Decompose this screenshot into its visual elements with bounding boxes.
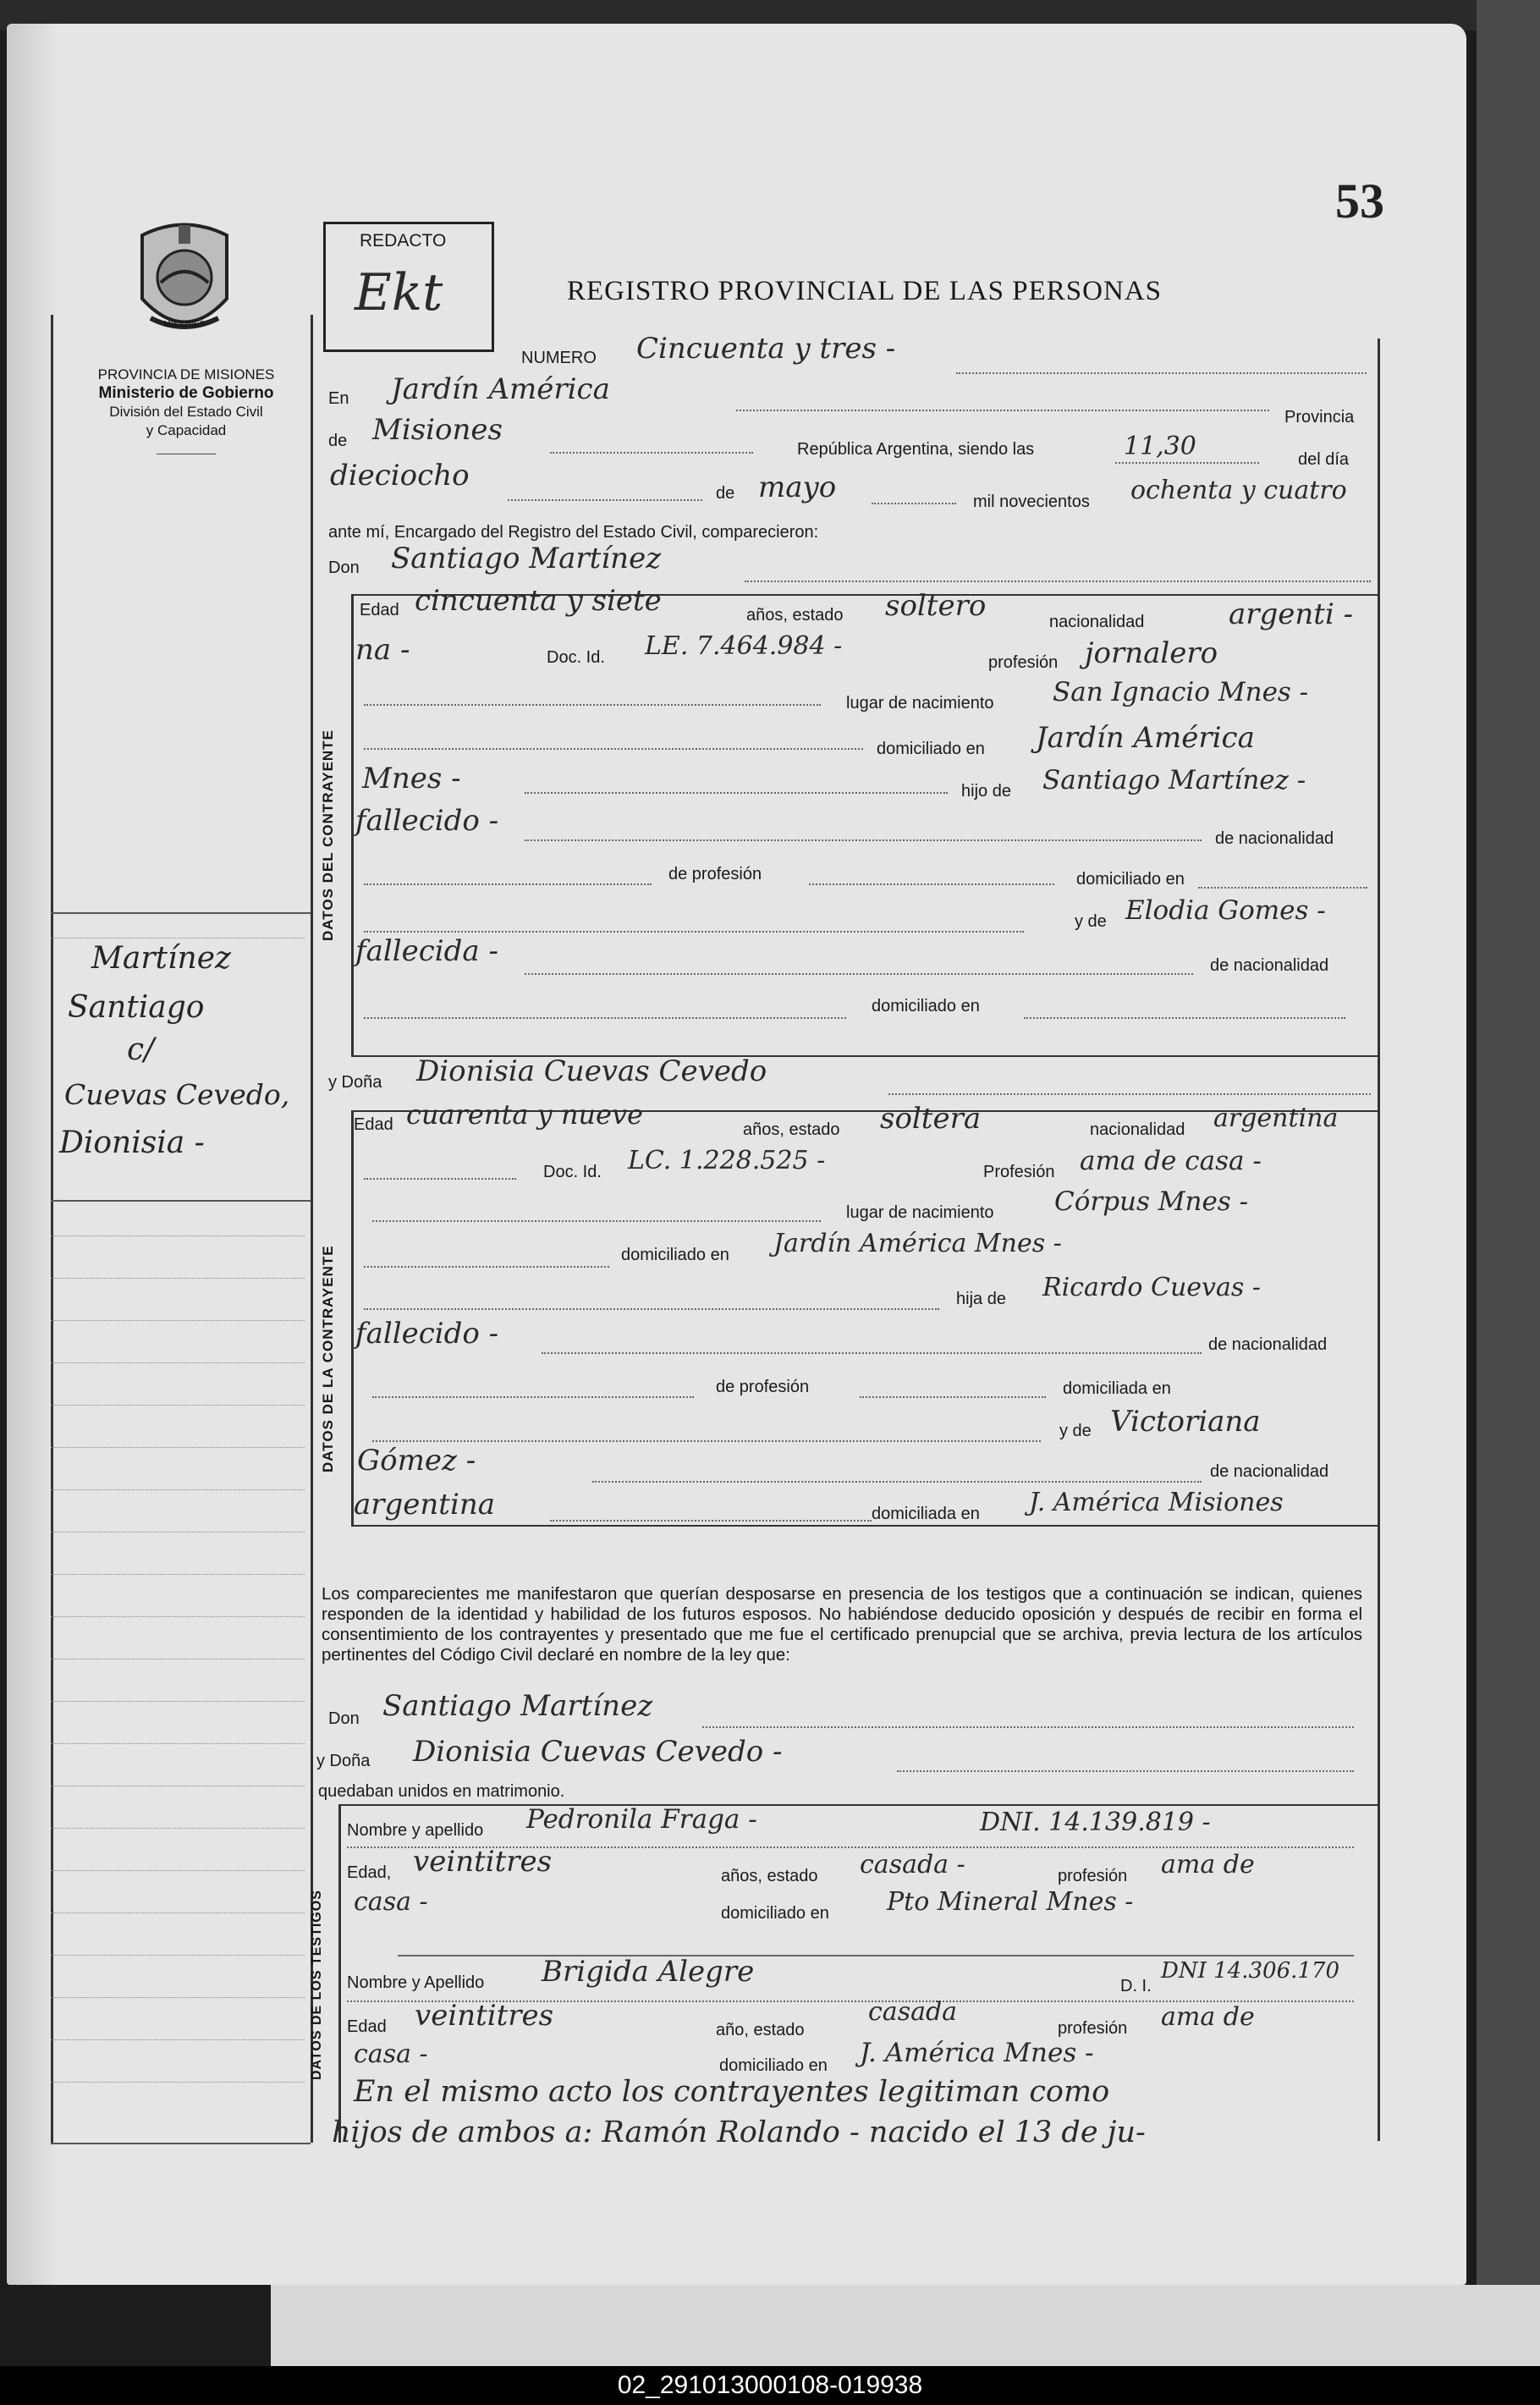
margin-note-line: Dionisia - [59, 1125, 205, 1160]
ruled-line [51, 1701, 305, 1702]
lugar-label: lugar de nacimiento [846, 694, 994, 713]
dotline [809, 883, 1054, 885]
contrayente-padre-estado: fallecido - [355, 804, 499, 838]
dotline [364, 704, 821, 706]
contrayenta-name: Dionisia Cuevas Cevedo [416, 1054, 767, 1088]
domiciliado-label-2: domiciliado en [621, 1246, 729, 1264]
republica-label: República Argentina, siendo las [797, 440, 1035, 459]
edad-label: Edad [360, 601, 399, 619]
t2-nombre-label: Nombre y Apellido [347, 1973, 485, 1992]
testigos-box-top [338, 1804, 1378, 1806]
contrayenta-madre-1: Victoriana [1110, 1405, 1261, 1439]
left-margin-line [51, 315, 53, 2143]
ruled-line [51, 1997, 305, 1998]
dotline [525, 839, 1202, 841]
contrayente-box-left [351, 594, 354, 1055]
contrayente-name: Santiago Martínez [391, 542, 662, 575]
hijo-label: hijo de [961, 782, 1011, 801]
t1-edad: veintitres [413, 1845, 553, 1879]
t1-profesion-1: ama de [1161, 1850, 1255, 1879]
contrayente-domicilio-2: Mnes - [362, 762, 461, 795]
contrayenta-doc: LC. 1.228.525 - [628, 1146, 826, 1175]
ruled-line [51, 1743, 305, 1744]
dotline [372, 1396, 694, 1398]
scan-background-right [1477, 0, 1540, 2405]
provincia-label: Provincia [1284, 408, 1355, 427]
column-divider-line [311, 315, 313, 2143]
de-profesion-label-2: de profesión [716, 1378, 810, 1396]
ruled-line [51, 1912, 305, 1913]
dotline [542, 1352, 1202, 1354]
ante-text: ante mí, Encargado del Registro del Estado Civil, comparecieron: [328, 523, 819, 542]
declaration-paragraph: Los comparecientes me manifestaron que querían desposarse en presencia de los testigos que a continuación se indican, quienes responden de la identidad y habilidad de los futuros esposos. No habiéndose deducido oposición y después de recibir en forma el consentimiento de los contrayentes y presentado que me fue el certificado prenupcial que se archiva, previa lectura de los artículos pertinentes del Código Civil declaré en nombre de la ley que: [322, 1584, 1362, 1665]
ruled-line [51, 1574, 305, 1575]
domiciliado-en-label: domiciliado en [1076, 870, 1185, 889]
dona-label: y Doña [328, 1073, 382, 1092]
note-line-2: hijos de ambos a: Ramón Rolando - nacido el 13 de ju- [332, 2116, 1146, 2149]
contrayenta-section-label: DATOS DE LA CONTRAYENTE [320, 1245, 336, 1472]
de-dotline [550, 452, 753, 454]
de-nacionalidad-label-4: de nacionalidad [1210, 1462, 1329, 1481]
redacto-label: REDACTO [360, 231, 447, 250]
de-profesion-label: de profesión [668, 865, 762, 883]
dona-dotline [888, 1093, 1371, 1095]
don-dotline [745, 581, 1371, 582]
lugar-label-2: lugar de nacimiento [846, 1203, 994, 1222]
dotline [860, 1396, 1046, 1398]
t2-nombre: Brigida Alegre [542, 1955, 755, 1989]
ruled-line [51, 2082, 305, 2083]
dotline [525, 792, 948, 794]
t2-domicilio: J. América Mnes - [860, 2038, 1094, 2068]
division-label-1: División del Estado Civil [109, 404, 263, 420]
contrayenta-domicilio: Jardín América Mnes - [773, 1229, 1062, 1258]
contrayenta-box-left [351, 1110, 354, 1525]
t2-anios-label: año, estado [716, 2021, 805, 2039]
del-dia-label: del día [1298, 450, 1350, 469]
filename-label: 02_291013000108-019938 [617, 2371, 923, 2399]
contrayenta-lugar: Córpus Mnes - [1054, 1186, 1249, 1217]
dotline [372, 1220, 821, 1222]
t1-domicilio-label: domiciliado en [721, 1904, 829, 1923]
y-de-label: y de [1075, 912, 1107, 931]
domiciliado-label: domiciliado en [877, 740, 985, 758]
anio-value: ochenta y cuatro [1130, 476, 1347, 505]
margin-note-line: Cuevas Cevedo, [64, 1078, 290, 1111]
mes-dotline [872, 503, 956, 504]
contrayente-madre: Elodia Gomes - [1125, 895, 1326, 926]
t1-nombre: Pedronila Fraga - [526, 1804, 757, 1835]
anios-label-2: años, estado [743, 1120, 840, 1139]
contrayenta-padre: Ricardo Cuevas - [1042, 1273, 1261, 1302]
union-dona-dotline [897, 1770, 1354, 1772]
document-title: REGISTRO PROVINCIAL DE LAS PERSONAS [567, 276, 1163, 306]
scan-background-bottom [271, 2285, 1540, 2366]
dotline [364, 883, 652, 885]
dotline [364, 931, 1024, 933]
de-nacionalidad-label-3: de nacionalidad [1208, 1335, 1328, 1354]
de-label: de [328, 432, 348, 450]
contrayenta-madre-2: Gómez - [357, 1444, 476, 1478]
t2-domicilio-label: domiciliado en [719, 2056, 828, 2075]
contrayente-nacionalidad-1: argenti - [1229, 597, 1354, 631]
t2-profesion-2: casa - [354, 2039, 428, 2069]
ruled-line [51, 1870, 305, 1871]
ruled-line [51, 1828, 305, 1829]
dotline [364, 1266, 609, 1268]
contrayente-madre-estado: fallecida - [355, 934, 498, 968]
ruled-line [51, 1447, 305, 1448]
t1-dni: DNI. 14.139.819 - [980, 1808, 1211, 1837]
union-dona-label: y Doña [316, 1752, 371, 1770]
contrayenta-edad: cuarenta y nueve [406, 1098, 643, 1131]
testigos-box-left [338, 1804, 341, 2143]
contrayente-estado: soltero [885, 589, 987, 623]
contrayente-doc: LE. 7.464.984 - [645, 631, 843, 661]
hija-label: hija de [956, 1290, 1006, 1308]
en-label: En [328, 389, 349, 408]
left-bottom-line [51, 2143, 311, 2144]
t1-domicilio: Pto Mineral Mnes - [887, 1887, 1134, 1917]
numero-dotline [956, 372, 1367, 374]
margin-note-line: Santiago [68, 990, 205, 1025]
de-nacionalidad-label: de nacionalidad [1215, 829, 1334, 848]
t2-profesion-label: profesión [1058, 2019, 1128, 2038]
t2-edad: veintitres [415, 1999, 554, 2033]
y-de-label-2: y de [1059, 1422, 1092, 1440]
mes-value: mayo [758, 471, 837, 504]
dotline [364, 748, 863, 750]
ministry-label: Ministerio de Gobierno [98, 384, 274, 402]
dia-dotline [508, 499, 702, 501]
contrayente-lugar: San Ignacio Mnes - [1053, 677, 1309, 707]
margin-box-bottom [51, 1200, 311, 1202]
ruled-line [51, 1955, 305, 1956]
quedaban-text: quedaban unidos en matrimonio. [318, 1782, 565, 1801]
dia-value: dieciocho [330, 459, 470, 493]
domiciliado-en-label-2: domiciliado en [872, 997, 980, 1015]
testigos-section-label: DATOS DE LOS TESTIGOS [310, 1890, 324, 2080]
doc-label: Doc. Id. [547, 648, 605, 667]
domiciliada-en-label-2: domiciliada en [872, 1505, 980, 1523]
contrayenta-estado: soltera [880, 1102, 982, 1136]
hora-dotline [1115, 462, 1259, 464]
de-mes-label: de [716, 484, 735, 503]
contrayente-section-label: DATOS DEL CONTRAYENTE [320, 729, 336, 941]
t1-estado: casada - [860, 1850, 965, 1879]
don-label: Don [328, 559, 360, 577]
ruled-line [51, 1405, 305, 1406]
doc-label-2: Doc. Id. [543, 1163, 602, 1181]
hora-value: 11,30 [1124, 432, 1196, 461]
dotline [525, 973, 1193, 975]
t2-dni-label: D. I. [1120, 1977, 1152, 1995]
ruled-line [51, 1320, 305, 1321]
t1-edad-label: Edad, [347, 1863, 392, 1882]
en-dotline [736, 410, 1269, 411]
contrayenta-box-bottom [351, 1525, 1378, 1527]
contrayenta-nacionalidad: argentina [1213, 1103, 1339, 1133]
division-label-2: y Capacidad [146, 422, 227, 438]
redacto-box [323, 222, 494, 352]
t1-anios-label: años, estado [721, 1867, 818, 1885]
t2-estado: casada [868, 1997, 958, 2027]
margin-note-line: Martínez [91, 941, 231, 976]
nacionalidad-label-2: nacionalidad [1090, 1120, 1185, 1139]
dotline [1198, 887, 1367, 889]
numero-label: NUMERO [521, 349, 597, 367]
contrayenta-padre-estado: fallecido - [355, 1317, 499, 1351]
dotline [592, 1481, 1202, 1483]
ruled-line [51, 1278, 305, 1279]
dotline [1024, 1017, 1345, 1019]
de-nacionalidad-label-2: de nacionalidad [1210, 956, 1329, 975]
union-don-label: Don [328, 1709, 360, 1728]
ruled-line [51, 1616, 305, 1617]
page-shadow [7, 24, 58, 2285]
union-don-dotline [702, 1726, 1354, 1728]
contrayenta-madre-nacionalidad: argentina [354, 1488, 496, 1522]
mil-label: mil novecientos [973, 493, 1090, 511]
ministry-header [47, 366, 326, 454]
t1-profesion-2: casa - [354, 1887, 428, 1917]
page-number: 53 [1335, 173, 1384, 228]
dotline [364, 1308, 939, 1310]
ruled-line [51, 1489, 305, 1490]
ruled-line [51, 2039, 305, 2040]
domiciliada-en-label: domiciliada en [1063, 1379, 1171, 1398]
t2-dni: DNI 14.306.170 [1161, 1958, 1339, 1984]
anios-label: años, estado [746, 606, 844, 625]
contrayenta-madre-domicilio: J. América Misiones [1029, 1488, 1284, 1517]
contrayenta-profesion: ama de casa - [1080, 1146, 1262, 1176]
t2-edad-label: Edad [347, 2017, 387, 2036]
union-dona-name: Dionisia Cuevas Cevedo - [413, 1735, 783, 1769]
dotline [550, 1520, 872, 1522]
crest-label: MISIONES [163, 320, 206, 329]
dotline [364, 1017, 846, 1019]
province-label: PROVINCIA DE MISIONES [97, 366, 275, 382]
margin-note-line: c/ [127, 1032, 155, 1067]
profesion-label: profesión [988, 653, 1059, 672]
t1-profesion-label: profesión [1058, 1867, 1128, 1885]
contrayente-edad: cincuenta y siete [415, 584, 662, 618]
dotline [372, 1440, 1041, 1442]
de-value: Misiones [372, 413, 503, 447]
contrayente-nacionalidad-2: na - [355, 633, 410, 667]
en-value: Jardín América [391, 372, 610, 406]
numero-value: Cincuenta y tres - [636, 332, 896, 366]
redacto-initials: Ekt [355, 263, 443, 322]
province-crest-icon [125, 218, 244, 345]
profesion-label-2: Profesión [983, 1163, 1055, 1181]
right-border-line [1378, 338, 1380, 2141]
ruled-line [51, 1532, 305, 1533]
edad-label-2: Edad [354, 1115, 393, 1134]
contrayente-domicilio-1: Jardín América [1036, 721, 1255, 755]
t1-nombre-label: Nombre y apellido [347, 1821, 484, 1840]
dotline [364, 1178, 516, 1180]
note-line-1: En el mismo acto los contrayentes legitiman como [354, 2075, 1110, 2109]
nacionalidad-label: nacionalidad [1049, 613, 1145, 631]
ruled-line [51, 1362, 305, 1363]
t2-profesion-1: ama de [1161, 2002, 1255, 2032]
contrayente-profesion: jornalero [1085, 636, 1218, 670]
contrayente-padre: Santiago Martínez - [1042, 765, 1306, 795]
margin-box-top [51, 912, 311, 914]
union-don-name: Santiago Martínez [382, 1689, 653, 1723]
